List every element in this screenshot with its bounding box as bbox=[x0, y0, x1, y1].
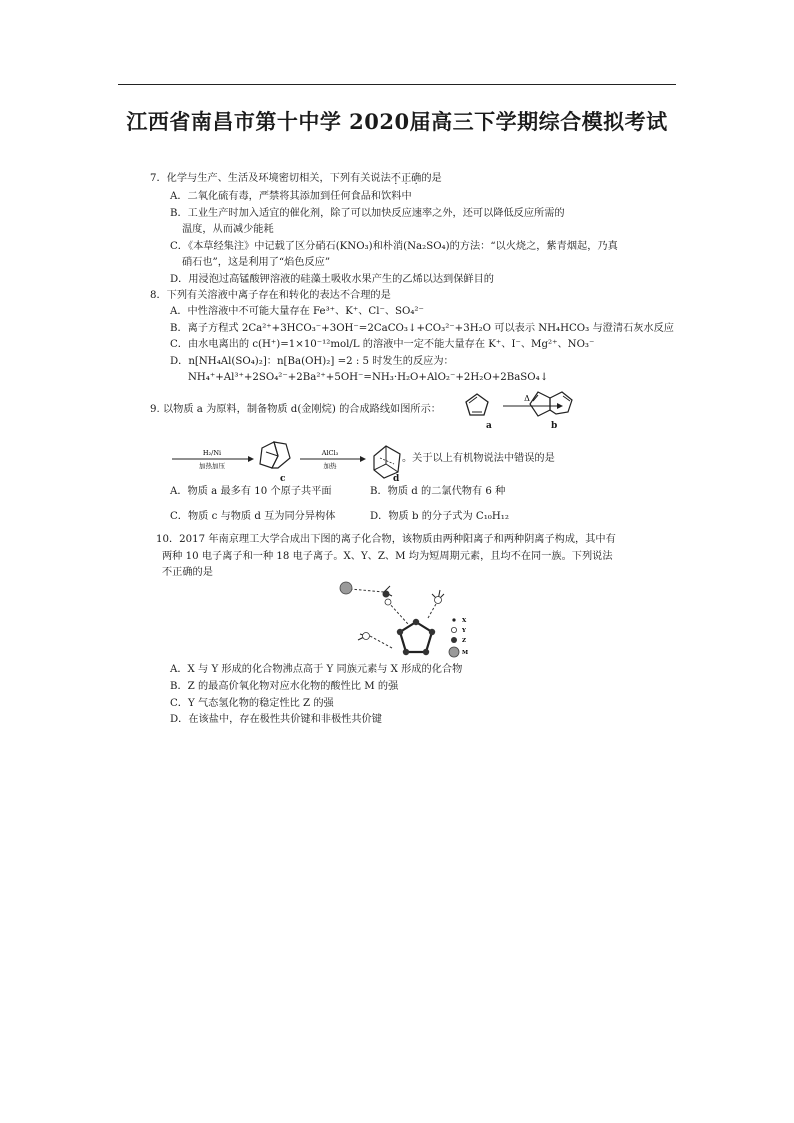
page-title: 江西省南昌市第十中学 2020届高三下学期综合模拟考试 bbox=[126, 109, 668, 134]
q9-scheme-c-d bbox=[168, 436, 408, 486]
q10-option-c: C．Y 气态氢化物的稳定性比 Z 的强 bbox=[170, 698, 334, 709]
label-d: d bbox=[393, 474, 400, 484]
q7-option-d: D．用浸泡过高锰酸钾溶液的硅藻土吸收水果产生的乙烯以达到保鲜目的 bbox=[170, 274, 494, 285]
q9-stem: 9. 以物质 a 为原料，制备物质 d(金刚烷) 的合成路线如图所示： bbox=[150, 404, 441, 415]
q8-option-c: C．由水电离出的 c(H⁺)=1×10⁻¹²mol/L 的溶液中一定不能大量存在 K⁺、I⁻、Mg²⁺、NO₃⁻ bbox=[170, 339, 595, 350]
header-rule bbox=[118, 84, 676, 85]
q7-option-b-line2: 温度，从而减少能耗 bbox=[182, 224, 274, 235]
q10-option-a: A．X 与 Y 形成的化合物沸点高于 Y 同族元素与 X 形成的化合物 bbox=[170, 664, 463, 675]
tetrahydrodicyclopentadiene-structure-c bbox=[260, 442, 290, 468]
arrow-3-catalyst: AlCl₃ bbox=[321, 449, 339, 457]
q7-stem-emphasis-1: 不 bbox=[390, 173, 401, 184]
y-atom bbox=[435, 597, 442, 604]
q10-option-d: D．在该盐中，存在极性共价键和非极性共价键 bbox=[170, 714, 382, 725]
q7-option-c-line1: C．《本草经集注》中记载了区分硝石(KNO₃)和朴消(Na₂SO₄)的方法：“以火烧之，紫青烟起，乃真 bbox=[170, 241, 618, 252]
q8-option-d-line2: NH₄⁺+Al³⁺+2SO₄²⁻+2Ba²⁺+5OH⁻=NH₃·H₂O+AlO₂⁻+2H₂O+2BaSO₄↓ bbox=[188, 372, 549, 383]
q8-stem: 8．下列有关溶液中离子存在和转化的表达不合理的是 bbox=[150, 290, 391, 301]
legend-m: M bbox=[462, 650, 469, 656]
arrow-2-catalyst: H₂/Ni bbox=[202, 449, 222, 457]
q7-stem-text: 7．化学与生产、生活及环境密切相关，下列有关说法 bbox=[150, 173, 391, 184]
q10-stem-line2: 两种 10 电子离子和一种 18 电子离子。X、Y、Z、M 均为短周期元素，且均不在同一族。下列说法 bbox=[162, 551, 613, 562]
legend-y: Y bbox=[462, 628, 466, 634]
q9-option-d: D．物质 b 的分子式为 C₁₀H₁₂ bbox=[370, 511, 509, 522]
q7-option-c-line2: 硝石也”，这是利用了“焰色反应” bbox=[182, 257, 331, 268]
q7-option-a: A．二氧化硫有毒，严禁将其添加到任何食品和饮料中 bbox=[170, 191, 412, 202]
m-atom bbox=[340, 582, 352, 594]
label-a: a bbox=[486, 421, 492, 431]
q7-stem-emphasis-3: 确 bbox=[411, 173, 422, 184]
label-c: c bbox=[280, 474, 286, 484]
q10-option-b: B．Z 的最高价氧化物对应水化物的酸性比 M 的强 bbox=[170, 681, 399, 692]
q7-stem-end: 的是 bbox=[421, 173, 442, 184]
arrow-1-condition: Δ bbox=[524, 394, 530, 403]
q10-stem-line3: 不正确的是 bbox=[162, 567, 213, 578]
q8-option-b: B．离子方程式 2Ca²⁺+3HCO₃⁻+3OH⁻=2CaCO₃↓+CO₃²⁻+3H₂O 可以表示 NH₄HCO₃ 与澄清石灰水反应 bbox=[170, 323, 674, 334]
q10-ionic-compound-figure bbox=[336, 578, 476, 668]
atom-legend bbox=[449, 618, 468, 657]
z-atom bbox=[383, 591, 390, 598]
q9-option-a: A．物质 a 最多有 10 个原子共平面 bbox=[170, 486, 332, 497]
q8-option-a: A．中性溶液中不可能大量存在 Fe³⁺、K⁺、Cl⁻、SO₄²⁻ bbox=[170, 306, 424, 317]
q10-stem-line1: 10．2017 年南京理工大学合成出下图的离子化合物，该物质由两种阳离子和两种阴离子构成，其中有 bbox=[156, 534, 616, 545]
legend-x: X bbox=[462, 618, 467, 624]
q9-option-c: C．物质 c 与物质 d 互为同分异构体 bbox=[170, 511, 336, 522]
q7-stem bbox=[150, 172, 442, 186]
arrow-2-condition: 加热加压 bbox=[199, 462, 225, 470]
q9-stem-tail: 。关于以上有机物说法中错误的是 bbox=[402, 453, 555, 464]
q7-stem-emphasis-2: 正 bbox=[400, 173, 412, 184]
q9-option-b: B．物质 d 的二氯代物有 6 种 bbox=[370, 486, 506, 497]
q7-option-b-line1: B．工业生产时加入适宜的催化剂，除了可以加快反应速率之外，还可以降低反应所需的 bbox=[170, 208, 565, 219]
pentazole-ring bbox=[400, 622, 432, 652]
arrow-3-condition: 加热 bbox=[323, 462, 337, 470]
q8-option-d-line1: D．n[NH₄Al(SO₄)₂]：n[Ba(OH)₂] =2 : 5 时发生的反应为： bbox=[170, 356, 454, 367]
legend-z: Z bbox=[462, 638, 467, 644]
label-b: b bbox=[551, 421, 558, 431]
dicyclopentadiene-structure-b bbox=[528, 388, 578, 420]
